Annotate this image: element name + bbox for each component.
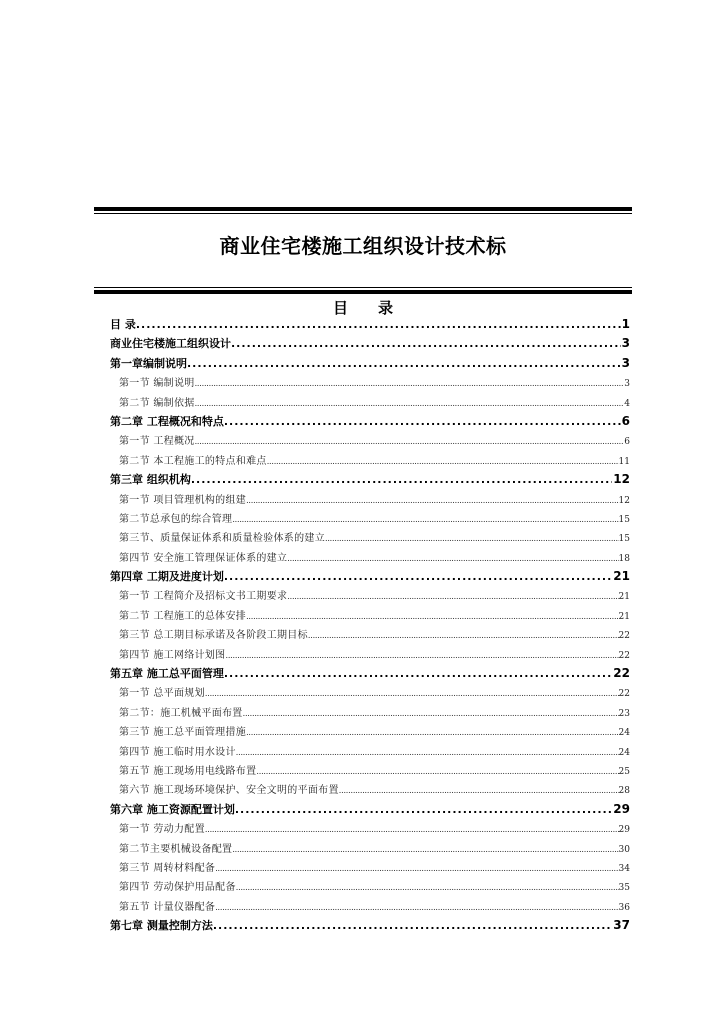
toc-entry-label: 第四节 施工网络计划图 <box>119 649 226 661</box>
toc-section-entry[interactable] <box>110 510 630 529</box>
toc-page-number: 30 <box>618 844 630 855</box>
toc-dot-leader <box>246 495 618 506</box>
toc-page-number: 4 <box>624 398 630 409</box>
toc-page-number: 15 <box>618 534 630 545</box>
toc-dot-leader <box>235 803 612 816</box>
toc-page-number: 6 <box>621 413 630 428</box>
toc-chapter-entry[interactable] <box>110 568 630 587</box>
bottom-rule-thin <box>94 287 632 288</box>
toc-dot-leader <box>308 630 619 641</box>
toc-section-entry[interactable] <box>110 859 630 878</box>
toc-dot-leader <box>195 398 625 409</box>
table-of-contents <box>110 316 630 937</box>
toc-entry-label: 第六章 施工资源配置计划 <box>110 802 235 816</box>
toc-section-entry[interactable] <box>110 432 630 451</box>
toc-entry-label: 第六节 施工现场环境保护、安全文明的平面布置 <box>119 785 339 797</box>
toc-page-number: 36 <box>618 902 630 913</box>
toc-entry-label: 第三章 组织机构 <box>110 473 191 487</box>
toc-section-entry[interactable] <box>110 491 630 510</box>
toc-section-entry[interactable] <box>110 607 630 626</box>
toc-page-number: 22 <box>613 666 630 681</box>
toc-entry-label: 第四节 安全施工管理保证体系的建立 <box>119 552 288 564</box>
toc-section-entry[interactable] <box>110 898 630 917</box>
toc-page-number: 15 <box>618 514 630 525</box>
toc-chapter-entry[interactable] <box>110 801 630 820</box>
toc-heading-char-2: 录 <box>378 299 394 317</box>
toc-entry-label: 第四节 劳动保护用品配备 <box>119 882 236 894</box>
toc-chapter-entry[interactable] <box>110 665 630 684</box>
toc-page-number: 37 <box>613 918 630 933</box>
toc-page-number: 22 <box>618 650 630 661</box>
toc-chapter-entry[interactable] <box>110 917 630 936</box>
toc-entry-label: 第一节 工程简介及招标文书工期要求 <box>119 591 288 603</box>
toc-dot-leader <box>224 667 612 680</box>
toc-entry-label: 第二章 工程概况和特点 <box>110 414 224 428</box>
toc-section-entry[interactable] <box>110 704 630 723</box>
toc-chapter-entry[interactable] <box>110 335 630 354</box>
toc-page-number: 12 <box>613 472 630 487</box>
toc-page-number: 21 <box>618 592 630 603</box>
toc-entry-label: 第四节 施工临时用水设计 <box>119 746 236 758</box>
toc-entry-label: 第一节 总平面规划 <box>119 688 205 700</box>
toc-dot-leader <box>195 436 625 447</box>
toc-section-entry[interactable] <box>110 820 630 839</box>
toc-chapter-entry[interactable] <box>110 471 630 490</box>
toc-dot-leader <box>205 688 619 699</box>
toc-chapter-entry[interactable] <box>110 413 630 432</box>
toc-page-number: 11 <box>618 456 630 467</box>
toc-entry-label: 第一节 劳动力配置 <box>119 824 205 836</box>
toc-dot-leader <box>243 708 619 719</box>
toc-dot-leader <box>187 357 621 370</box>
toc-page-number: 29 <box>613 801 630 816</box>
toc-page-number: 25 <box>618 766 630 777</box>
toc-page-number: 1 <box>621 317 630 331</box>
toc-dot-leader <box>339 785 619 796</box>
toc-section-entry[interactable] <box>110 684 630 703</box>
toc-page-number: 22 <box>618 689 630 700</box>
toc-heading-char-1: 目 <box>332 299 348 317</box>
toc-entry-label: 第二节 编制依据 <box>119 397 195 409</box>
toc-entry-label: 第一章编制说明 <box>110 356 187 370</box>
toc-page-number: 24 <box>618 728 630 739</box>
toc-section-entry[interactable] <box>110 878 630 897</box>
toc-page-number: 6 <box>624 437 630 448</box>
toc-dot-leader <box>205 824 619 835</box>
toc-page-number: 18 <box>618 553 630 564</box>
toc-entry-label: 第三节 施工总平面管理措施 <box>119 727 247 739</box>
toc-section-entry[interactable] <box>110 723 630 742</box>
toc-section-entry[interactable] <box>110 452 630 471</box>
toc-page-number: 21 <box>613 569 630 584</box>
toc-dot-leader <box>231 337 621 350</box>
toc-section-entry[interactable] <box>110 646 630 665</box>
toc-entry-label: 第三节 周转材料配备 <box>119 862 216 874</box>
toc-dot-leader <box>232 514 618 525</box>
toc-entry-label: 第四章 工期及进度计划 <box>110 570 224 584</box>
toc-entry-label: 第一节 编制说明 <box>119 378 195 390</box>
toc-dot-leader <box>246 611 618 622</box>
toc-entry-label: 第五节 施工现场用电线路布置 <box>119 765 257 777</box>
toc-page-number: 23 <box>618 708 630 719</box>
toc-entry-label: 第五章 施工总平面管理 <box>110 667 224 681</box>
toc-entry-label: 第二节主要机械设备配置 <box>119 843 233 855</box>
toc-section-entry[interactable] <box>110 394 630 413</box>
toc-page-number: 3 <box>624 379 630 390</box>
bottom-rule-thick <box>94 290 632 294</box>
toc-entry-label: 第二节 本工程施工的特点和难点 <box>119 455 267 467</box>
toc-dot-leader <box>215 902 618 913</box>
toc-dot-leader <box>224 415 621 428</box>
toc-section-entry[interactable] <box>110 762 630 781</box>
toc-chapter-entry[interactable] <box>110 316 630 335</box>
toc-section-entry[interactable] <box>110 529 630 548</box>
toc-section-entry[interactable] <box>110 626 630 645</box>
top-rule-thin <box>94 213 632 214</box>
toc-section-entry[interactable] <box>110 781 630 800</box>
toc-entry-label: 第一节 工程概况 <box>119 436 195 448</box>
toc-dot-leader <box>256 766 618 777</box>
toc-heading <box>94 297 632 318</box>
toc-page-number: 21 <box>618 611 630 622</box>
toc-dot-leader <box>236 747 619 758</box>
toc-entry-label: 第二节 工程施工的总体安排 <box>119 610 247 622</box>
toc-dot-leader <box>287 553 618 564</box>
toc-page-number: 22 <box>618 631 630 642</box>
toc-section-entry[interactable] <box>110 374 630 393</box>
toc-dot-leader <box>224 570 612 583</box>
toc-page-number: 35 <box>618 883 630 894</box>
toc-dot-leader <box>232 844 618 855</box>
toc-page-number: 3 <box>621 336 630 351</box>
toc-dot-leader <box>215 863 618 874</box>
toc-section-entry[interactable] <box>110 840 630 859</box>
toc-section-entry[interactable] <box>110 587 630 606</box>
toc-page-number: 24 <box>618 747 630 758</box>
toc-dot-leader <box>246 727 618 738</box>
toc-dot-leader <box>225 650 618 661</box>
toc-entry-label: 第五节 计量仪器配备 <box>119 901 216 913</box>
toc-entry-label: 第一节 项目管理机构的组建 <box>119 494 247 506</box>
toc-section-entry[interactable] <box>110 549 630 568</box>
toc-dot-leader <box>236 882 619 893</box>
toc-dot-leader <box>213 919 612 932</box>
toc-entry-label: 第七章 测量控制方法 <box>110 919 213 933</box>
toc-entry-label: 第二节：施工机械平面布置 <box>119 707 243 719</box>
toc-entry-label: 第三节、质量保证体系和质量检验体系的建立 <box>119 533 325 545</box>
document-title: 商业住宅楼施工组织设计技术标 <box>219 234 507 258</box>
toc-dot-leader <box>195 378 625 389</box>
toc-dot-leader <box>191 473 612 486</box>
toc-chapter-entry[interactable] <box>110 355 630 374</box>
toc-page-number: 28 <box>618 786 630 797</box>
toc-page-number: 34 <box>618 863 630 874</box>
toc-page-number: 12 <box>618 495 630 506</box>
toc-dot-leader <box>136 318 621 331</box>
toc-dot-leader <box>287 591 618 602</box>
toc-dot-leader <box>267 456 619 467</box>
top-rule-thick <box>94 207 632 211</box>
toc-page-number: 3 <box>621 355 630 370</box>
toc-dot-leader <box>325 533 619 544</box>
toc-page-number: 29 <box>618 825 630 836</box>
toc-entry-label: 第二节总承包的综合管理 <box>119 513 233 525</box>
toc-entry-label: 商业住宅楼施工组织设计 <box>110 337 231 351</box>
toc-section-entry[interactable] <box>110 743 630 762</box>
toc-entry-label: 目 录 <box>110 318 136 331</box>
toc-entry-label: 第三节 总工期目标承诺及各阶段工期目标 <box>119 630 308 642</box>
